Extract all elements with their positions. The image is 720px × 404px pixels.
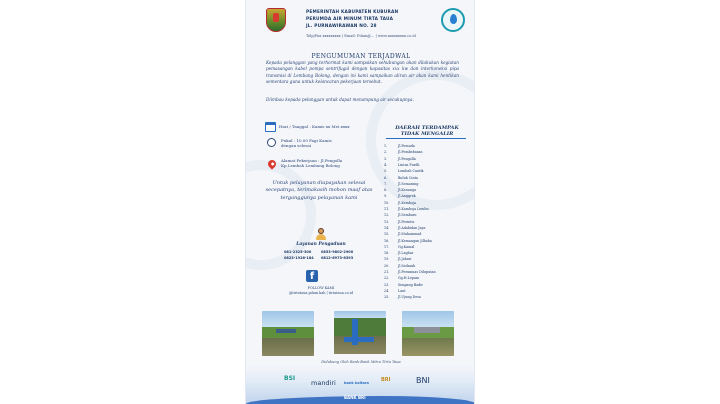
list-item: Simpang Badir [398, 282, 423, 287]
org-line-1: PEMERINTAH KABUPATEN KUBURAN [306, 10, 399, 15]
list-item-number: 22. [384, 276, 390, 281]
list-item: Jl.Pengolla [398, 156, 416, 161]
list-item: Jl.Sedarah [398, 263, 416, 268]
bank-logo: mandiri [311, 379, 336, 387]
list-item-number: 25. [384, 295, 390, 300]
list-item-number: 14. [384, 225, 390, 230]
service-title: Layanan Pengaduan [296, 242, 346, 247]
phone-number: 0812-6973-6393 [321, 256, 354, 260]
list-item: Jl.Sembaru [398, 213, 417, 218]
list-item-number: 19. [384, 257, 390, 262]
list-item-number: 4. [384, 162, 388, 167]
service-note: Untuk pelayanan diupayakan selesai secepatnya, terimakasih mohon maaf atas terganggunya pelayanan kami [265, 180, 373, 201]
bank-logo: BSI [284, 375, 296, 382]
work-photo [262, 311, 314, 356]
work-photo [334, 311, 386, 356]
list-item: Buluh Cinta [398, 175, 418, 180]
facebook-icon[interactable]: f [306, 270, 318, 282]
list-item-number: 23. [384, 282, 390, 287]
water-utility-logo-icon [441, 8, 465, 32]
list-item-number: 20. [384, 263, 390, 268]
bank-partners [246, 365, 475, 404]
list-item-number: 18. [384, 251, 390, 256]
phone-number: 0823-1926-184 [284, 256, 314, 260]
list-item: Jl.Kemangan Jilbaba [398, 238, 432, 243]
schedule-day: Hari / Tanggal : Kamis xx Mei xxxx [279, 124, 350, 129]
announcement-appeal: Diimbau kepada pelanggan untuk dapat menampung air secukupnya. [266, 97, 414, 102]
social-handle: @tirtataua.pdam.kab | tirtataua.co.id [288, 291, 354, 295]
org-address: Telp/Fax xxxxxxxxx | Email: Pdam@... | www.xxxxxxxxx.co.id [306, 34, 416, 38]
flyer-header [246, 0, 475, 46]
divider [386, 138, 466, 139]
schedule-place-sub: Kp.Lembah Lembang Bolong [281, 163, 340, 168]
list-item: Jl.Perintis [398, 219, 415, 224]
regency-emblem-icon [266, 8, 286, 32]
watermark-ring [366, 70, 475, 210]
announcement-body: Kepada pelanggan yang terhormat kami sampaikan sehubungan akan dilakukan kegiatan pemasangan kabel pompa sentrifugal dengan kapasitas xxx kw dan interkoneksi pipa transmisi di Lembang Bolong, dengan ini kami sampaikan aliran air akan kami hentikan sementara guna untuk kelancaran pekerjaan tersebut. [266, 60, 459, 85]
list-item: Gg.Kamal [398, 244, 415, 249]
schedule-time: Pukul : 10.00 Pagi Kamis [281, 138, 332, 143]
list-item: Lembah Cantik [398, 169, 424, 174]
list-item: Jl.Jahari [398, 257, 412, 262]
list-item: Jl.Ujung Desa [398, 295, 421, 300]
bank-logo: BNI [416, 376, 430, 385]
list-item: Jl.Adabidan Jaya [398, 225, 426, 230]
list-item-number: 3. [384, 156, 388, 161]
list-item: Jl.Pembebasan [398, 150, 423, 155]
calendar-icon [265, 122, 276, 132]
list-item-number: 12. [384, 213, 390, 218]
work-photo [402, 311, 454, 356]
list-item: Jl.Kemboja [398, 200, 416, 205]
schedule-time-sub: dengan selesai [281, 143, 312, 148]
list-item: Lintas Purdh [398, 162, 420, 167]
list-item-number: 16. [384, 238, 390, 243]
org-line-3: JL. PURNAWIRAWAN NO. 28 [306, 24, 377, 29]
list-item-number: 9. [384, 194, 388, 199]
list-item-number: 24. [384, 288, 390, 293]
phone-number: 0853-9802-2900 [321, 250, 354, 254]
list-item: Jl.Muhammad [398, 232, 422, 237]
announcement-flyer [245, 0, 475, 404]
list-item-number: 13. [384, 219, 390, 224]
list-item: Jl.Laghar [398, 251, 414, 256]
list-item-number: 11. [384, 207, 390, 211]
social-label: FOLLOW KAMI [307, 286, 335, 290]
list-item: Jl.Perumnas Diluputan [398, 270, 436, 274]
bank-logo: bank kaltara [344, 381, 369, 385]
list-item-number: 10. [384, 200, 390, 205]
list-item: Jl.Kenanga [398, 188, 417, 193]
list-item-number: 1. [384, 144, 388, 148]
bank-logo: BANK BRI [344, 395, 366, 400]
list-item-number: 7. [384, 181, 388, 186]
list-item-number: 6. [384, 175, 388, 180]
list-item-number: 21. [384, 270, 390, 274]
list-item: Jl.Kamboja Lembu [398, 207, 429, 211]
phone-number: 081-2325-300 [284, 250, 312, 254]
list-item-number: 5. [384, 169, 388, 174]
bank-logo: BRI [381, 377, 391, 383]
list-item-number: 15. [384, 232, 390, 237]
schedule-place: Alamat Pekerjaan : Jl.Pengolla [281, 158, 343, 163]
customer-service-icon [315, 228, 327, 240]
list-item: Laut [398, 288, 406, 293]
clock-icon [267, 138, 276, 147]
list-item-number: 2. [384, 150, 388, 155]
list-item-number: 8. [384, 188, 388, 193]
bank-support-text: Didukung Oleh Bank-Bank Mitra Tirta Taua [321, 360, 401, 364]
affected-subtitle: TIDAK MENGALIR [400, 131, 454, 137]
list-item: Jl.Pemuda [398, 144, 415, 148]
affected-title: DAERAH TERDAMPAK [395, 125, 459, 131]
announcement-title: PENGUMUMAN TERJADWAL [311, 53, 411, 60]
org-line-2: PERUMDA AIR MINUM TIRTA TAUA [306, 17, 394, 22]
list-item: Jl.Anggrek [398, 194, 416, 199]
list-item-number: 17. [384, 244, 390, 249]
list-item: Gg.H.Lepam [398, 276, 420, 281]
list-item: Jl.Semarang [398, 181, 419, 186]
